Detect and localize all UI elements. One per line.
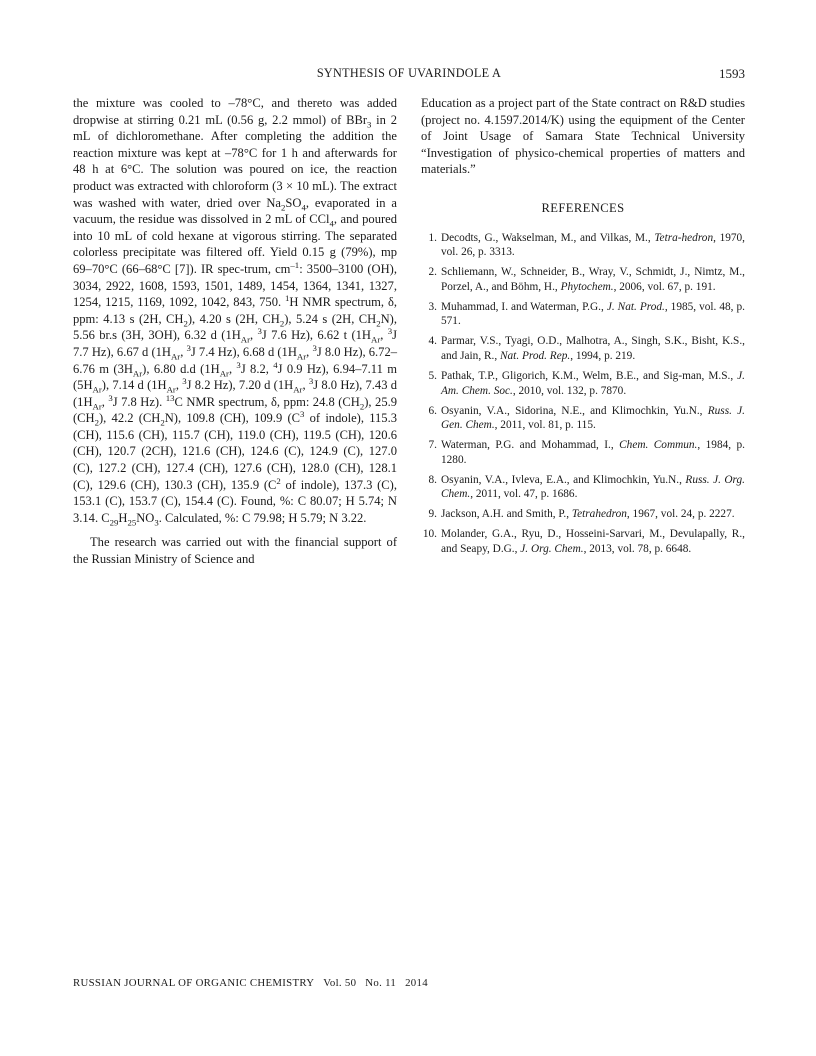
reference-authors: Parmar, V.S., Tyagi, O.D., Malhotra, A., Singh, S.K., Bisht, K.S., and Jain, R., xyxy=(441,335,745,363)
running-head xyxy=(73,66,745,82)
reference-number: 10. xyxy=(422,528,437,541)
reference-item xyxy=(421,404,745,433)
reference-item xyxy=(421,438,745,467)
reference-details: , 1984, p. 1280. xyxy=(441,439,745,466)
reference-item xyxy=(421,369,745,398)
acknowledgment-paragraph: The research was carried out with the financial support of the Russian Ministry of Science and xyxy=(73,535,397,567)
acknowledgment-continued: Education as a project part of the State contract on R&D studies (project no. 4.1597.2014/K) using the equipment of the Center of Joint Usage of Samara State Technical University “Investigation of physico-chemical properties of matters and materials.” xyxy=(421,96,745,177)
reference-number: 9. xyxy=(428,508,437,521)
reference-details: , 2011, vol. 81, p. 115. xyxy=(494,419,596,432)
reference-authors: Decodts, G., Wakselman, M., and Vilkas, M., xyxy=(441,231,655,244)
reference-authors: Osyanin, V.A., Sidorina, N.E., and Klimochkin, Yu.N., xyxy=(441,404,708,417)
reference-number: 2. xyxy=(428,266,437,279)
reference-number: 5. xyxy=(428,369,437,382)
reference-number: 7. xyxy=(428,439,437,452)
reference-number: 3. xyxy=(428,300,437,313)
reference-details: , 2013, vol. 78, p. 6648. xyxy=(583,542,692,555)
reference-item xyxy=(421,473,745,502)
reference-authors: Pathak, T.P., Gligorich, K.M., Welm, B.E., and Sig-man, M.S., xyxy=(441,369,738,382)
reference-item xyxy=(421,527,745,556)
reference-journal: Russ. J. Org. Chem. xyxy=(441,473,745,501)
reference-item xyxy=(421,300,745,329)
reference-journal: Tetra-hedron xyxy=(654,231,714,244)
reference-list xyxy=(421,231,745,557)
reference-item xyxy=(421,231,745,260)
reference-journal: Chem. Commun. xyxy=(619,439,698,452)
journal-year: 2014 xyxy=(405,977,428,989)
reference-authors: Waterman, P.G. and Mohammad, I., xyxy=(441,439,620,452)
reference-details: , 1985, vol. 48, p. 571. xyxy=(441,300,745,328)
journal-name: RUSSIAN JOURNAL OF ORGANIC CHEMISTRY xyxy=(73,977,315,989)
reference-authors: Osyanin, V.A., Ivleva, E.A., and Klimochkin, Yu.N., xyxy=(441,473,686,486)
reference-item xyxy=(421,334,745,363)
reference-journal: Nat. Prod. Rep. xyxy=(500,350,571,363)
reference-item xyxy=(421,265,745,294)
reference-item xyxy=(421,507,745,522)
journal-issue: No. 11 xyxy=(365,977,397,989)
reference-journal: Phytochem. xyxy=(560,280,614,293)
reference-details: , 1994, p. 219. xyxy=(570,350,636,363)
reference-authors: Muhammad, I. and Waterman, P.G., xyxy=(441,300,607,313)
reference-details: , 1967, vol. 24, p. 2227. xyxy=(626,508,735,521)
right-column xyxy=(421,95,745,562)
reference-journal: J. Nat. Prod. xyxy=(606,300,665,313)
reference-authors: Molander, G.A., Ryu, D., Hosseini-Sarvari, M., Devulapally, R., and Seapy, D.G., xyxy=(441,528,745,555)
reference-authors: Jackson, A.H. and Smith, P., xyxy=(441,508,572,521)
journal-footer xyxy=(73,977,428,989)
reference-details: , 2010, vol. 132, p. 7870. xyxy=(512,384,627,397)
reference-details: , 2011, vol. 47, p. 1686. xyxy=(470,488,578,501)
reference-journal: J. Org. Chem. xyxy=(520,542,584,555)
reference-journal: Tetrahedron xyxy=(571,508,627,521)
journal-volume: Vol. 50 xyxy=(323,977,357,989)
reference-details: , 1970, vol. 26, p. 3313. xyxy=(441,231,745,259)
references-heading: REFERENCES xyxy=(541,200,625,215)
page-number: 1593 xyxy=(719,66,745,81)
reference-journal: Russ. J. Gen. Chem. xyxy=(441,404,745,432)
reference-authors: Schliemann, W., Schneider, B., Wray, V., Schmidt, J., Nimtz, M., Porzel, A., and Böhm, H., xyxy=(441,266,745,293)
reference-details: , 2006, vol. 67, p. 191. xyxy=(613,280,716,293)
reference-number: 4. xyxy=(428,335,437,348)
running-title: SYNTHESIS OF UVARINDOLE A xyxy=(316,66,502,80)
reference-number: 1. xyxy=(428,231,437,244)
reference-number: 8. xyxy=(428,473,437,486)
reference-journal: J. Am. Chem. Soc. xyxy=(441,369,745,397)
experimental-paragraph: the mixture was cooled to –78°C, and thereto was added dropwise at stirring 0.21 mL (0.56 g, 2.2 mmol) of BBr$_3$ in 2 mL of dichloromethane. After completing the addition the reaction mixture was kept at –78°C for 1 h and afterwards for 48 h at 6°C. The solution was poured on ice, the reaction product was extracted with chloroform (3 × 10 mL). The extract was washed with water, dried over $Na_2SO_4$, evaporated in a vacuum, the residue was dissolved in 2 mL of CCl$_4$, and poured into 10 mL of cold hexane at vigorous stirring. The separated colorless precipitate was filtered off. Yield 0.15 g (79%), mp 69–70°C (66–68°C [7]). IR spec-trum, $cm^{-1}$: 3500–3100 (OH), 3034, 2922, 1608, 1593, 1501, 1489, 1454, 1364, 1341, 1327, 1254, 1215, 1169, 1092, 1042, 843, 750. $^1$H NMR spectrum, δ, ppm: 4.13 s (2H, $CH_2$), 4.20 s (2H, $CH_2$), 5.24 s (2H, $CH_2N$), 5.56 br.s (3H, 3OH), 6.32 d ($1H_{Ar}$, $^3$J 7.6 Hz), 6.62 t ($1H_{Ar}$, $^3$J 7.7 Hz), 6.67 d ($1H_{Ar}$, $^3$J 7.4 Hz), 6.68 d ($1H_{Ar}$, $^3$J 8.0 Hz), 6.72–6.76 m $(3H_{Ar})$, 6.80 d.d ($1H_{Ar}$, $^3$J 8.2, $^4$J 0.9 Hz), 6.94–7.11 m $(5H_{Ar})$, 7.14 d ($1H_{Ar}$, $^3$J 8.2 Hz), 7.20 d ($1H_{Ar}$, $^3$J 8.0 Hz), 7.43 d ($1H_{Ar}$, $^3$J 7.8 Hz). $^{13}$C NMR spectrum, δ, ppm: 24.8 $(CH_2)$, 25.9 $(CH_2)$, 42.2 $(CH_2N)$, 109.8 (CH), 109.9 ($C^3$ of indole), 115.3 (CH), 115.6 (CH), 115.7 (CH), 119.0 (CH), 119.5 (CH), 120.6 (CH), 120.7 (2CH), 121.6 (CH), 124.6 (C), 124.9 (C), 127.0 (C), 127.2 (CH), 127.4 (CH), 127.6 (CH), 128.0 (CH), 128.1 (C), 129.6 (CH), 130.3 (CH), 135.9 ($C^2$ of indole), 137.3 (C), 153.1 (C), 153.7 (C), 154.4 (C). Found, %: C 80.07; H 5.74; N 3.14. $C_{29}H_{25}NO_3$. Calculated, %: C 79.98; H 5.79; N 3.22. xyxy=(73,96,398,528)
reference-number: 6. xyxy=(428,404,437,417)
left-column xyxy=(73,95,397,568)
